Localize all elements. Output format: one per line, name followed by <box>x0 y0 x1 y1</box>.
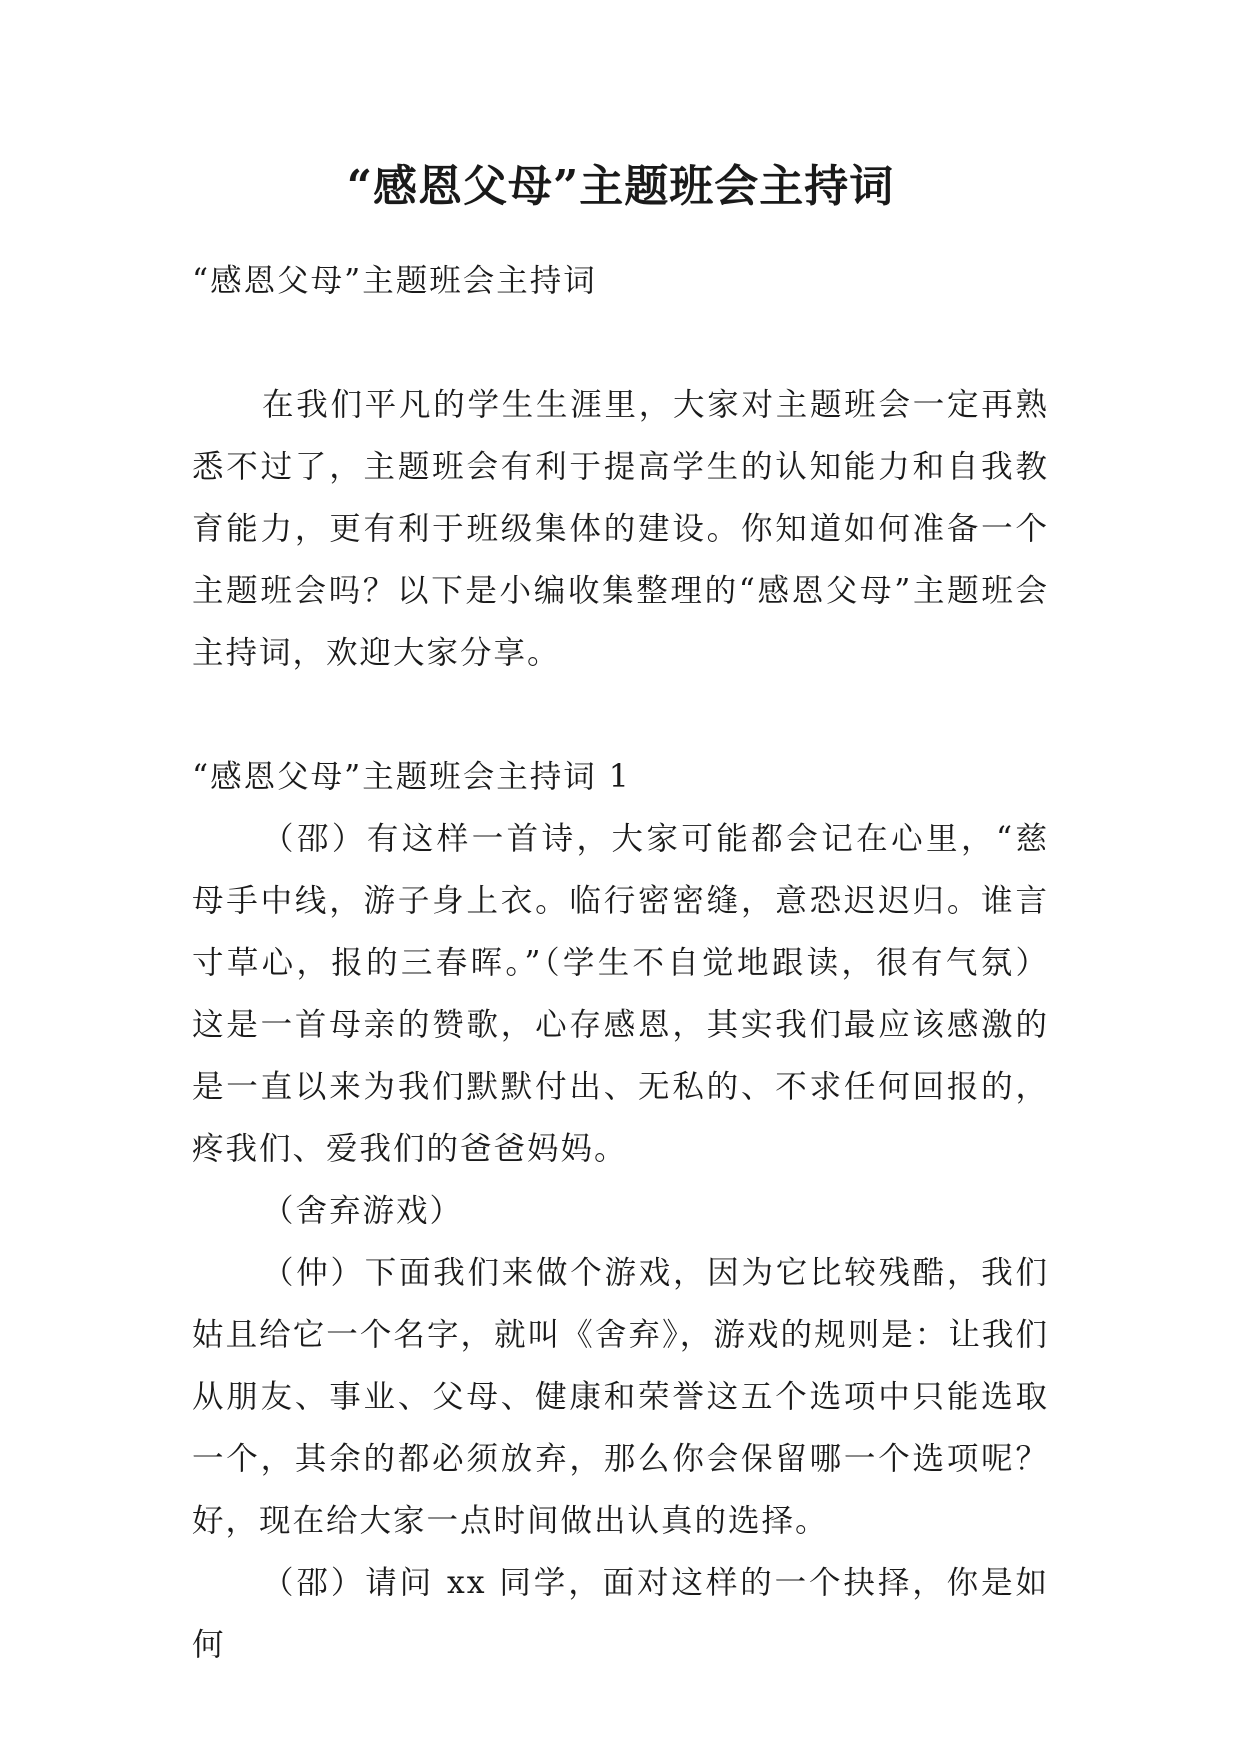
section-heading: “感恩父母”主题班会主持词 1 <box>192 759 631 795</box>
document-title: “感恩父母”主题班会主持词 <box>346 161 895 212</box>
document-subtitle: “感恩父母”主题班会主持词 <box>192 263 597 299</box>
body-paragraph: （仲）下面我们来做个游戏，因为它比较残酷，我们姑且给它一个名字，就叫《舍弃》，游戏的规则是：让我们从朋友、事业、父母、健康和荣誉这五个选项中只能选取一个，其余的都必须放弃，那么你会保留哪一个选项呢？好，现在给大家一点时间做出认真的选择。 <box>192 1255 1049 1539</box>
document-body <box>192 250 1049 1676</box>
body-paragraph: （舍弃游戏） <box>262 1193 464 1229</box>
body-paragraph: （邵）有这样一首诗，大家可能都会记在心里，“慈母手中线，游子身上衣。临行密密缝，意恐迟迟归。谁言寸草心，报的三春晖。”（学生不自觉地跟读，很有气氛）这是一首母亲的赞歌，心存感恩，其实我们最应该感激的是一直以来为我们默默付出、无私的、不求任何回报的，疼我们、爱我们的爸爸妈妈。 <box>192 821 1049 1167</box>
intro-paragraph: 在我们平凡的学生生涯里，大家对主题班会一定再熟悉不过了，主题班会有利于提高学生的认知能力和自我教育能力，更有利于班级集体的建设。你知道如何准备一个主题班会吗？以下是小编收集整理的“感恩父母”主题班会主持词，欢迎大家分享。 <box>192 387 1049 671</box>
body-paragraph: （邵）请问 xx 同学，面对这样的一个抉择，你是如何 <box>192 1565 1049 1663</box>
